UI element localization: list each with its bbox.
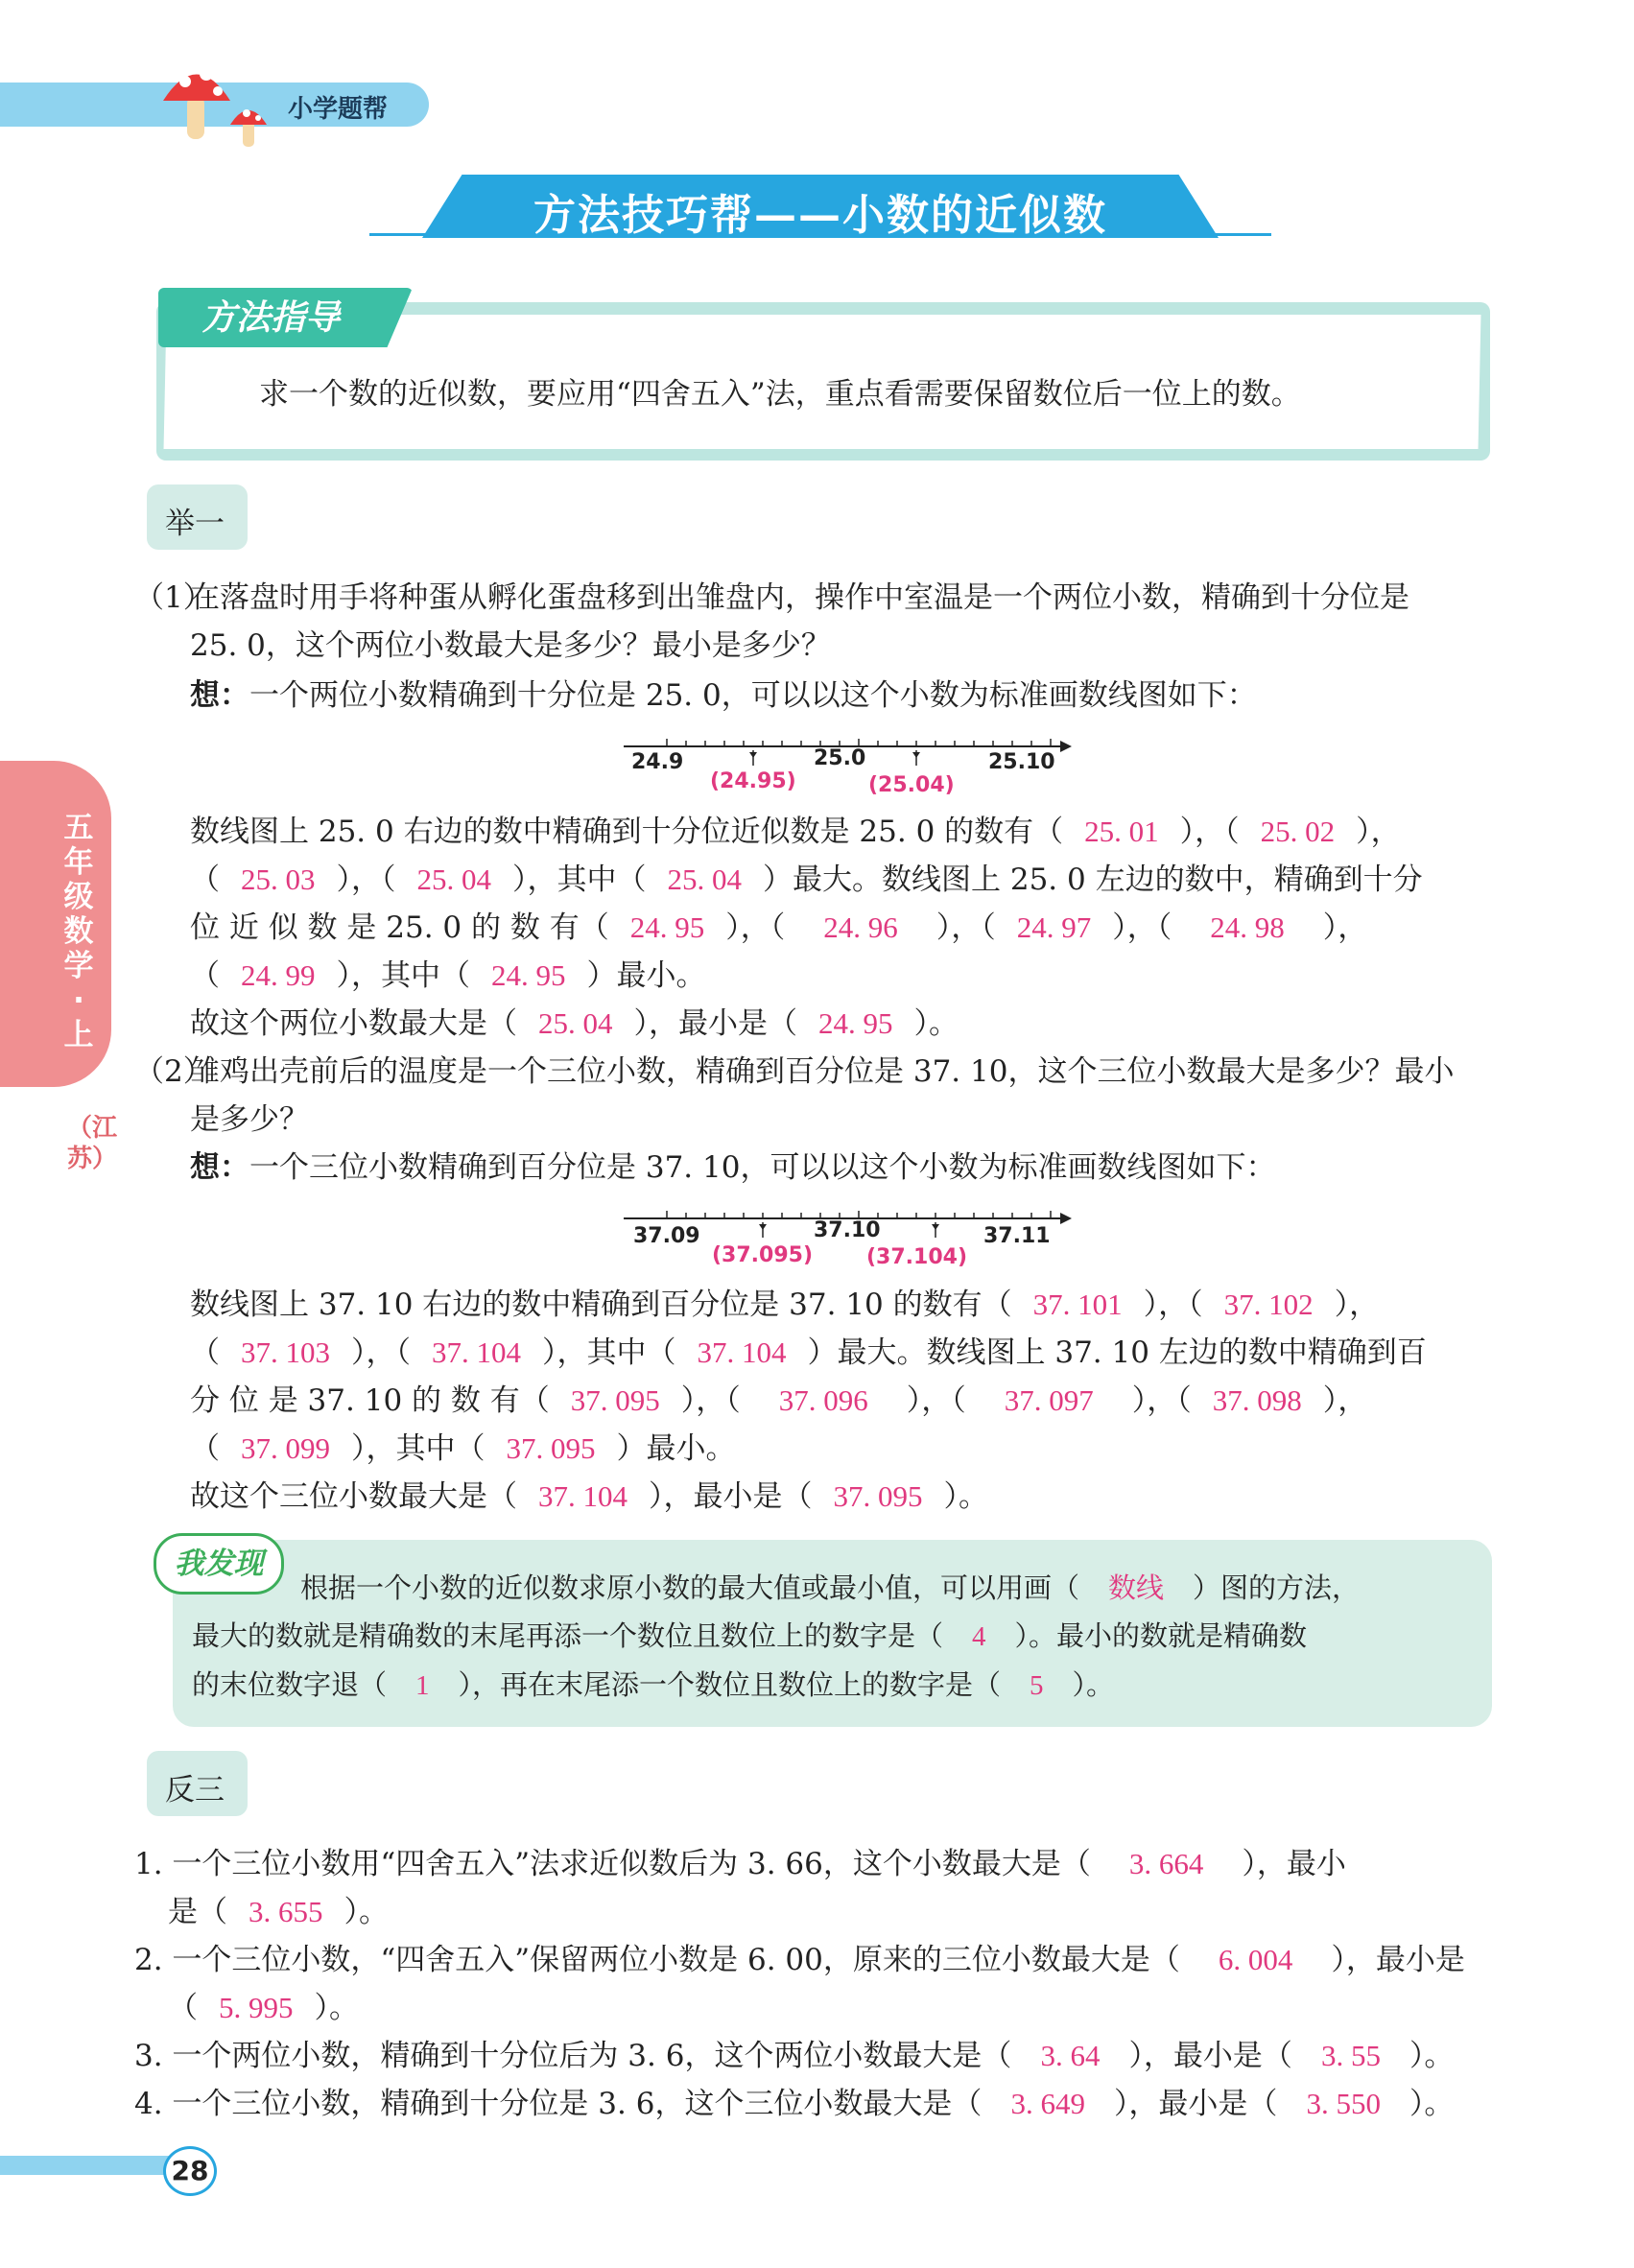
nl1-mark2: (25.04) <box>868 773 955 797</box>
nl1-mark1: (24.95) <box>710 769 796 793</box>
q1-line1: 在落盘时用手将种蛋从孵化蛋盘移到出雏盘内，操作中室温是一个两位小数，精确到十分位是 <box>190 580 1409 615</box>
page-title: 方法技巧帮——小数的近似数 <box>533 191 1107 240</box>
q1-answer-line3: 位 近 似 数 是 25. 0 的 数 有（ 24. 95 ），（ 24. 96 ），（ 24. 97 ），（ 24. 98 ）， <box>190 910 1368 945</box>
q1-number: （1） <box>134 580 213 615</box>
practice-item-3: 3. 一个两位小数，精确到十分位后为 3. 6，这个两位小数最大是（ 3. 64 ），最小是（ 3. 55 ）。 <box>134 2039 1455 2073</box>
q1-answer-line1: 数线图上 25. 0 右边的数中精确到十分位近似数是 25. 0 的数有（ 25. 01 ），（ 25. 02 ）， <box>190 815 1401 849</box>
q1-line2: 25. 0，这个两位小数最大是多少？最小是多少？ <box>190 628 831 663</box>
region-label: （江苏） <box>67 1114 118 1173</box>
page-number: 28 <box>163 2146 217 2196</box>
think-text: 一个三位小数精确到百分位是 37. 10，可以以这个小数为标准画数线图如下： <box>249 1150 1276 1185</box>
nl1-left: 24.9 <box>631 750 684 774</box>
q2-think <box>190 1144 1275 1192</box>
q2-answer-line4: （ 37. 099 ），其中（ 37. 095 ）最小。 <box>190 1431 736 1466</box>
think-label: 想： <box>190 678 249 713</box>
practice-item-2: 2. 一个三位小数，“四舍五入”保留两位小数是 6. 00，原来的三位小数最大是（ 6. 004 ），最小是 <box>134 1943 1465 1977</box>
discover-text <box>192 1564 1478 1710</box>
brand-name: 小学题帮 <box>288 95 389 124</box>
practice-item-2-cont: （ 5. 995 ）。 <box>168 1991 359 2025</box>
nl2-right: 37.11 <box>983 1224 1051 1248</box>
q2-answer-line1: 数线图上 37. 10 右边的数中精确到百分位是 37. 10 的数有（ 37. 101 ），（ 37. 102 ）， <box>190 1288 1380 1322</box>
discover-line3: 的末位数字退（ 1 ），再在末尾添一个数位且数位上的数字是（ 5 ）。 <box>192 1668 1115 1701</box>
q1-conclusion: 故这个两位小数最大是（ 25. 04 ），最小是（ 24. 95 ）。 <box>190 1006 959 1041</box>
discover-line2: 最大的数就是精确数的末尾再添一个数位且数位上的数字是（ 4 ）。最小的数就是精确数 <box>192 1619 1308 1652</box>
discover-line1: 根据一个小数的近似数求原小数的最大值或最小值，可以用画（ 数线 ）图的方法， <box>300 1571 1361 1604</box>
q2-line2: 是多少？ <box>190 1102 309 1137</box>
q1-answer-line4: （ 24. 99 ），其中（ 24. 95 ）最小。 <box>190 958 706 993</box>
q2-answer-line3: 分 位 是 37. 10 的 数 有（ 37. 095 ），（ 37. 096 ），（ 37. 097 ），（ 37. 098 ）， <box>190 1383 1368 1418</box>
mushroom-icon <box>158 53 283 149</box>
q2-conclusion: 故这个三位小数最大是（ 37. 104 ），最小是（ 37. 095 ）。 <box>190 1479 988 1514</box>
think-text: 一个两位小数精确到十分位是 25. 0，可以以这个小数为标准画数线图如下： <box>249 678 1257 713</box>
think-label: 想： <box>190 1150 249 1185</box>
method-tag-label: 方法指导 <box>201 298 341 338</box>
nl1-mid: 25.0 <box>814 746 866 770</box>
discover-tag: 我发现 <box>154 1533 284 1595</box>
q2-number: （2） <box>134 1054 213 1089</box>
q1-answer-line2: （ 25. 03 ），（ 25. 04 ），其中（ 25. 04 ）最大。数线图上 25. 0 左边的数中，精确到十分 <box>190 862 1423 897</box>
nl2-left: 37.09 <box>633 1224 700 1248</box>
nl1-right: 25.10 <box>988 750 1055 774</box>
nl2-mark2: (37.104) <box>866 1245 968 1269</box>
practice-item-1-cont: 是（ 3. 655 ）。 <box>168 1895 389 1929</box>
method-text: 求一个数的近似数，要应用“四舍五入”法，重点看需要保留数位后一位上的数。 <box>259 377 1301 412</box>
q2-line1: 雏鸡出壳前后的温度是一个三位小数，精确到百分位是 37. 10，这个三位小数最大是多少？最小 <box>190 1054 1455 1089</box>
q1-think <box>190 672 1257 720</box>
q2-answer-line2: （ 37. 103 ），（ 37. 104 ），其中（ 37. 104 ）最大。数线图上 37. 10 左边的数中精确到百 <box>190 1335 1427 1370</box>
grade-label: 五年级数学·上 <box>63 811 94 1052</box>
example-tag-label: 举一 <box>165 507 225 541</box>
nl2-mid: 37.10 <box>814 1218 881 1242</box>
practice-tag-label: 反三 <box>165 1773 225 1807</box>
practice-item-4: 4. 一个三位小数，精确到十分位是 3. 6，这个三位小数最大是（ 3. 649 ），最小是（ 3. 550 ）。 <box>134 2087 1455 2121</box>
practice-item-1: 1. 一个三位小数用“四舍五入”法求近似数后为 3. 66，这个小数最大是（ 3. 664 ），最小 <box>134 1847 1346 1881</box>
nl2-mark1: (37.095) <box>712 1243 814 1267</box>
